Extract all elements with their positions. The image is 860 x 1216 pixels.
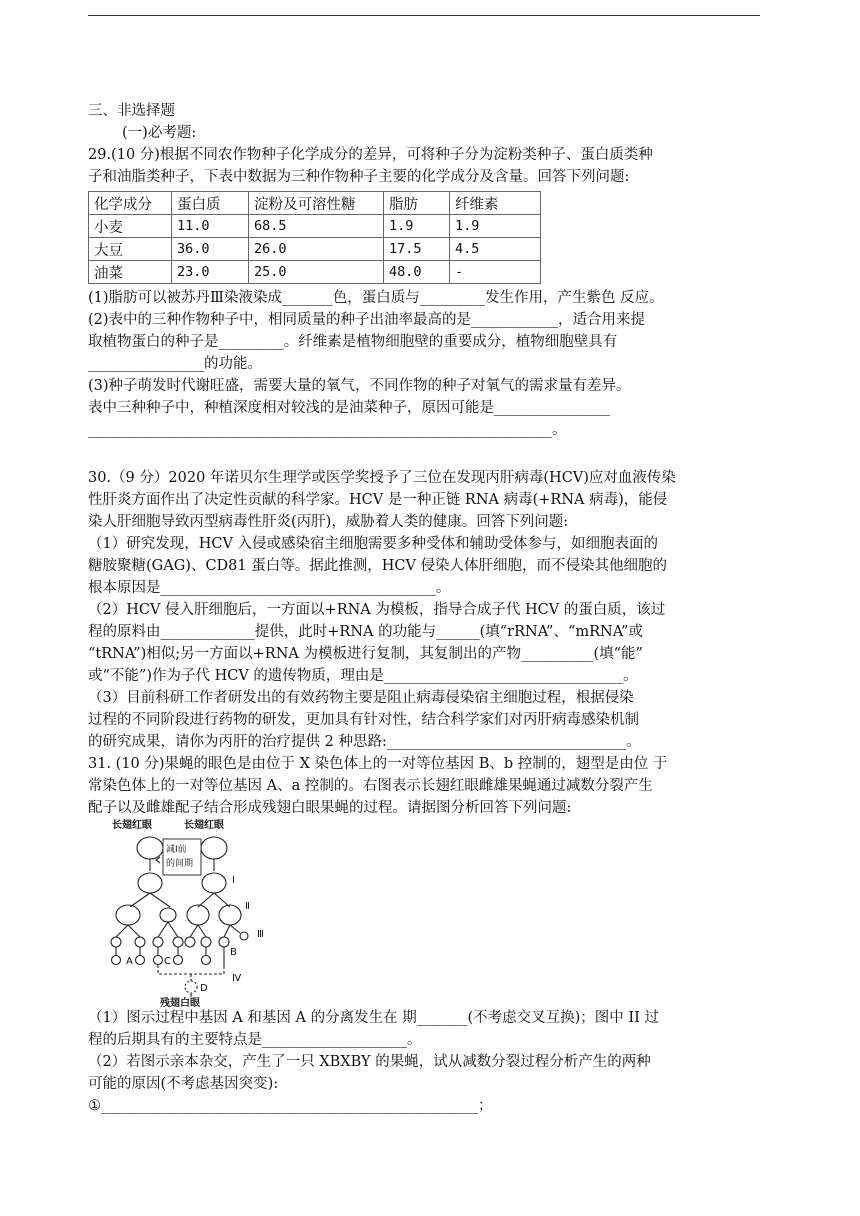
table-row <box>89 215 541 238</box>
table-header-cell: 纤维素 <box>450 192 541 215</box>
gamete-C <box>174 956 183 965</box>
q30-part-1-line-2: 糖胺聚糖(GAG)、CD81 蛋白等。据此推测，HCV 侵染人体肝细胞，而不侵染其他细胞的 <box>88 558 668 574</box>
section-title: 三、非选择题 <box>88 103 175 119</box>
table-cell: 1.9 <box>384 215 450 238</box>
q30-part-2-line-1: （2）HCV 侵入肝细胞后，一方面以+RNA 为模板，指导合成子代 HCV 的蛋白质，该过 <box>88 602 666 618</box>
q29-stem-line-1: 29.(10 分)根据不同农作物种子化学成分的差异，可将种子分为淀粉类种子、蛋白质类种 <box>88 147 653 163</box>
table-cell: 25.0 <box>249 261 384 284</box>
q31-part-2-line-1: （2）若图示亲本杂交，产生了一只 XBXBY 的果蝇，试从减数分裂过程分析产生的两种 <box>88 1054 651 1070</box>
table-header-row <box>89 192 541 215</box>
table-row <box>89 261 541 284</box>
interphase-label-1: 减Ⅰ前 <box>166 845 187 855</box>
q30-stem-line-2: 性肝炎方面作出了决定性贡献的科学家。HCV 是一种正链 RNA 病毒(+RNA 病毒)，能侵 <box>88 492 668 508</box>
table-cell: 68.5 <box>249 215 384 238</box>
label-left-parent: 长翅红眼 <box>112 820 152 831</box>
stage-II-label: Ⅱ <box>245 901 250 912</box>
q30-part-2-line-4: 或“不能”)作为子代 HCV 的遗传物质，理由是_________________________________。 <box>88 668 638 684</box>
q29-stem-line-2: 子和油脂类种子，下表中数据为三种作物种子主要的化学成分及含量。回答下列问题: <box>88 169 630 185</box>
q29-part-1: (1)脂肪可以被苏丹Ⅲ染液染成_______色，蛋白质与_________发生作用，产生紫色 反应。 <box>88 290 664 306</box>
table-cell: 17.5 <box>384 238 450 261</box>
table-cell: 36.0 <box>172 238 249 261</box>
q31-stem-line-2: 常染色体上的一对等位基因 A、a 控制的。右图表示长翅红眼雌雄果蝇通过减数分裂产生 <box>88 778 653 794</box>
gamete-A <box>136 956 145 965</box>
q29-part-2-line-1: (2)表中的三种作物种子中，相同质量的种子出油率最高的是____________，适合用来提 <box>88 312 646 328</box>
q31-stem-line-1: 31. (10 分)果蝇的眼色是由位于 X 染色体上的一对等位基因 B、b 控制的，翅型是由位 于 <box>88 756 668 772</box>
parent-cell-male <box>201 837 227 859</box>
question-31 <box>88 753 760 1117</box>
exam-content <box>88 100 760 1117</box>
primary-oocyte <box>138 873 162 893</box>
interphase-label-2: 的间期 <box>166 859 194 869</box>
q30-part-3-line-3: 的研究成果，请你为丙肝的治疗提供 2 种思路:_________________________________。 <box>88 734 641 750</box>
zygote-D-label: D <box>200 983 208 994</box>
gamete-A-label: A <box>126 956 133 967</box>
q31-part-1-line-2: 程的后期具有的主要特点是____________________。 <box>88 1032 422 1048</box>
q30-part-3-line-2: 过程的不同阶段进行药物的研发，更加具有针对性，结合科学家们对丙肝病毒感染机制 <box>88 712 639 728</box>
table-cell: 48.0 <box>384 261 450 284</box>
sperm-B-label: B <box>230 947 237 958</box>
q29-part-3-line-1: (3)种子萌发时代谢旺盛，需要大量的氧气，不同作物的种子对氧气的需求量有差异。 <box>88 378 631 394</box>
q31-part-2-line-2: 可能的原因(不考虑基因突变): <box>88 1076 279 1092</box>
table-cell: 小麦 <box>89 215 172 238</box>
table-cell: 大豆 <box>89 238 172 261</box>
q29-part-3-line-3: ________________________________________________________________。 <box>88 422 567 438</box>
table-header-cell: 蛋白质 <box>172 192 249 215</box>
composition-table <box>88 191 541 284</box>
q31-part-1-line-1: （1）图示过程中基因 A 和基因 A 的分离发生在 期_______(不考虑交叉互换)；图中 II 过 <box>88 1010 659 1026</box>
table-header-cell: 脂肪 <box>384 192 450 215</box>
primary-spermatocyte <box>202 873 226 893</box>
q30-stem-line-3: 染人肝细胞导致丙型病毒性肝炎(丙肝)，威胁着人类的健康。回答下列问题: <box>88 514 569 530</box>
table-cell: 26.0 <box>249 238 384 261</box>
stage-IV-label: Ⅳ <box>232 973 242 984</box>
table-cell: 1.9 <box>450 215 541 238</box>
table-header-cell: 淀粉及可溶性糖 <box>249 192 384 215</box>
subsection-title: (一)必考题: <box>122 125 197 141</box>
q29-part-3-line-2: 表中三种种子中，种植深度相对较浅的是油菜种子，原因可能是________________ <box>88 400 610 416</box>
table-header-cell: 化学成分 <box>89 192 172 215</box>
table-cell: 11.0 <box>172 215 249 238</box>
question-30 <box>88 467 760 753</box>
parent-cell-female <box>137 837 163 859</box>
q31-stem-line-3: 配子以及雌雄配子结合形成残翅白眼果蝇的过程。请据图分析回答下列问题: <box>88 800 572 816</box>
zygote-D <box>185 981 197 993</box>
table-cell: 油菜 <box>89 261 172 284</box>
table-row <box>89 238 541 261</box>
label-right-parent: 长翅红眼 <box>184 820 224 831</box>
q30-part-1-line-3: 根本原因是______________________________________。 <box>88 580 451 596</box>
gamete-C-label: C <box>164 956 171 967</box>
q31-part-2-line-3: ①____________________________________________________； <box>88 1098 493 1114</box>
q30-part-1-line-1: （1）研究发现，HCV 入侵或感染宿主细胞需要多种受体和辅助受体参与，如细胞表面的 <box>88 536 659 552</box>
table-cell: - <box>450 261 541 284</box>
result-label: 残翅白眼 <box>160 998 200 1007</box>
q30-part-2-line-2: 程的原料由_____________提供，此时+RNA 的功能与______(填“rRNA”、“mRNA”或 <box>88 624 643 640</box>
q29-part-2-line-3: ________________的功能。 <box>88 356 262 372</box>
q30-part-2-line-3: “tRNA”)相似;另一方面以+RNA 为模板进行复制，其复制出的产物__________(填“能” <box>88 646 643 662</box>
meiosis-diagram <box>102 819 302 1007</box>
q30-part-3-line-1: （3）目前科研工作者研发出的有效药物主要是阻止病毒侵染宿主细胞过程，根据侵染 <box>88 690 634 706</box>
stage-III-label: Ⅲ <box>257 929 264 940</box>
table-cell: 4.5 <box>450 238 541 261</box>
question-29 <box>88 144 760 441</box>
table-cell: 23.0 <box>172 261 249 284</box>
q29-part-2-line-2: 取植物蛋白的种子是_________。纤维素是植物细胞壁的重要成分，植物细胞壁具有 <box>88 334 618 350</box>
page-top-rule <box>88 15 760 16</box>
stage-I-label: Ⅰ <box>232 875 235 886</box>
q30-stem-line-1: 30.（9 分）2020 年诺贝尔生理学或医学奖授予了三位在发现丙肝病毒(HCV)应对血液传染 <box>88 470 676 486</box>
